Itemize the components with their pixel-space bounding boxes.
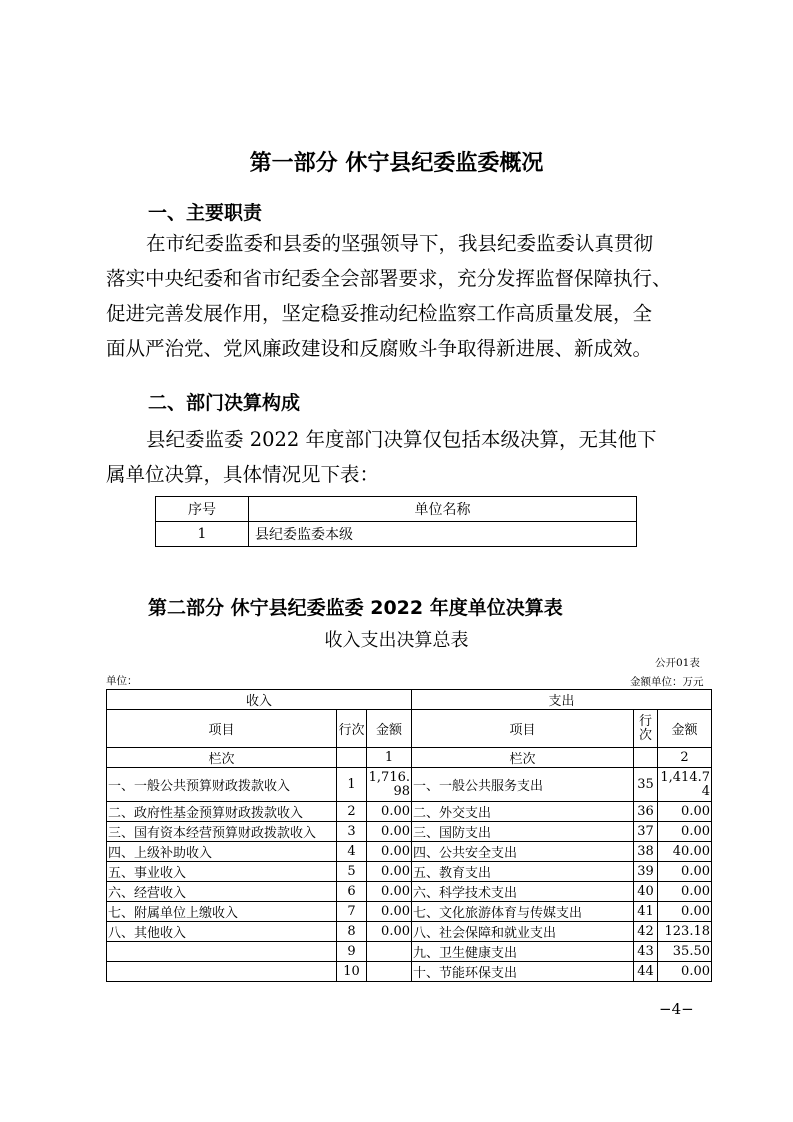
inc-amt: 0.00 xyxy=(367,882,412,902)
table-row xyxy=(107,822,712,842)
section2-line: 县纪委监委 2022 年度部门决算仅包括本级决算，无其他下 xyxy=(146,428,657,451)
table-row xyxy=(107,882,712,902)
inc-item: 八、其他收入 xyxy=(107,922,337,942)
section1-line: 促进完善发展作用，坚定稳妥推动纪检监察工作高质量发展，全 xyxy=(106,302,653,325)
inc-item: 三、国有资本经营预算财政拨款收入 xyxy=(107,822,337,842)
exp-item: 六、科学技术支出 xyxy=(412,882,634,902)
inc-no: 7 xyxy=(337,902,367,922)
lanci-row xyxy=(107,748,712,768)
inc-item: 四、上级补助收入 xyxy=(107,842,337,862)
col-row-income: 行次 xyxy=(337,710,367,748)
exp-no: 36 xyxy=(634,802,658,822)
exp-item: 三、国防支出 xyxy=(412,822,634,842)
table-row xyxy=(107,942,712,962)
inc-item xyxy=(107,942,337,962)
col-item-expense: 项目 xyxy=(412,710,634,748)
exp-amt: 35.50 xyxy=(658,942,712,962)
table-header-row xyxy=(107,690,712,710)
inc-amt: 0.00 xyxy=(367,922,412,942)
income-expense-table xyxy=(106,689,712,982)
inc-no: 9 xyxy=(337,942,367,962)
header-unit-name: 单位名称 xyxy=(249,497,637,522)
lanci-income: 栏次 xyxy=(107,748,337,768)
table-row xyxy=(156,522,637,547)
section2-line: 属单位决算，具体情况见下表： xyxy=(106,463,380,486)
section1-heading: 一、主要职责 xyxy=(148,202,263,224)
part2-title: 第二部分 休宁县纪委监委 2022 年度单位决算表 xyxy=(148,597,563,619)
exp-amt: 0.00 xyxy=(658,862,712,882)
inc-no: 3 xyxy=(337,822,367,842)
inc-item: 五、事业收入 xyxy=(107,862,337,882)
inc-item: 六、经营收入 xyxy=(107,882,337,902)
exp-no: 43 xyxy=(634,942,658,962)
inc-amt: 1,716.98 xyxy=(367,768,412,802)
inc-amt: 0.00 xyxy=(367,802,412,822)
exp-no: 41 xyxy=(634,902,658,922)
section2-body xyxy=(106,422,686,492)
exp-amt: 0.00 xyxy=(658,822,712,842)
exp-item: 十、节能环保支出 xyxy=(412,962,634,982)
table-row xyxy=(107,802,712,822)
exp-amt: 0.00 xyxy=(658,802,712,822)
inc-amt: 0.00 xyxy=(367,862,412,882)
inc-item xyxy=(107,962,337,982)
income-header: 收入 xyxy=(107,690,412,710)
part1-title: 第一部分 休宁县纪委监委概况 xyxy=(249,151,544,176)
inc-no: 1 xyxy=(337,768,367,802)
inc-amt xyxy=(367,962,412,982)
exp-item: 四、公共安全支出 xyxy=(412,842,634,862)
form-code: 公开01表 xyxy=(655,657,700,669)
inc-amt: 0.00 xyxy=(367,822,412,842)
exp-item: 八、社会保障和就业支出 xyxy=(412,922,634,942)
inc-no: 5 xyxy=(337,862,367,882)
header-seq: 序号 xyxy=(156,497,249,522)
table-row xyxy=(107,902,712,922)
col-row-expense: 行次 xyxy=(634,710,658,748)
cell-unit-name: 县纪委监委本级 xyxy=(249,522,637,547)
exp-item: 九、卫生健康支出 xyxy=(412,942,634,962)
inc-item: 二、政府性基金预算财政拨款收入 xyxy=(107,802,337,822)
table-row xyxy=(107,962,712,982)
exp-no: 37 xyxy=(634,822,658,842)
exp-amt: 0.00 xyxy=(658,902,712,922)
table-header-row xyxy=(156,497,637,522)
exp-item: 五、教育支出 xyxy=(412,862,634,882)
exp-amt: 1,414.74 xyxy=(658,768,712,802)
exp-no: 42 xyxy=(634,922,658,942)
table-row xyxy=(107,842,712,862)
inc-no: 6 xyxy=(337,882,367,902)
inc-amt: 0.00 xyxy=(367,902,412,922)
exp-item: 二、外交支出 xyxy=(412,802,634,822)
exp-no: 40 xyxy=(634,882,658,902)
inc-item: 七、附属单位上缴收入 xyxy=(107,902,337,922)
exp-amt: 123.18 xyxy=(658,922,712,942)
money-unit: 金额单位：万元 xyxy=(630,676,704,688)
inc-no: 4 xyxy=(337,842,367,862)
col-amount-income: 金额 xyxy=(367,710,412,748)
inc-no: 8 xyxy=(337,922,367,942)
section1-line: 落实中央纪委和省市纪委全会部署要求，充分发挥监督保障执行、 xyxy=(106,267,672,290)
exp-amt: 0.00 xyxy=(658,882,712,902)
section1-line: 面从严治党、党风廉政建设和反腐败斗争取得新进展、新成效。 xyxy=(106,337,653,360)
inc-amt: 0.00 xyxy=(367,842,412,862)
page-number: −4− xyxy=(659,1000,694,1018)
lanci-expense: 栏次 xyxy=(412,748,634,768)
expense-header: 支出 xyxy=(412,690,712,710)
exp-no: 44 xyxy=(634,962,658,982)
section2-heading: 二、部门决算构成 xyxy=(148,392,301,414)
col-item-income: 项目 xyxy=(107,710,337,748)
lanci-income-no: 1 xyxy=(367,748,412,768)
table-row xyxy=(107,922,712,942)
table-row xyxy=(107,862,712,882)
exp-no: 39 xyxy=(634,862,658,882)
unit-composition-table xyxy=(155,496,637,547)
section1-line: 在市纪委监委和县委的坚强领导下，我县纪委监委认真贯彻 xyxy=(146,232,654,255)
inc-amt xyxy=(367,942,412,962)
inc-item: 一、一般公共预算财政拨款收入 xyxy=(107,768,337,802)
table-header-row xyxy=(107,710,712,748)
exp-amt: 40.00 xyxy=(658,842,712,862)
exp-no: 35 xyxy=(634,768,658,802)
unit-label: 单位： xyxy=(106,675,138,687)
section1-body xyxy=(106,226,686,366)
lanci-expense-no: 2 xyxy=(658,748,712,768)
table-title: 收入支出决算总表 xyxy=(324,630,469,651)
table-row xyxy=(107,768,712,802)
exp-no: 38 xyxy=(634,842,658,862)
inc-no: 2 xyxy=(337,802,367,822)
inc-no: 10 xyxy=(337,962,367,982)
exp-item: 一、一般公共服务支出 xyxy=(412,768,634,802)
col-amount-expense: 金额 xyxy=(658,710,712,748)
cell-seq: 1 xyxy=(156,522,249,547)
exp-item: 七、文化旅游体育与传媒支出 xyxy=(412,902,634,922)
exp-amt: 0.00 xyxy=(658,962,712,982)
